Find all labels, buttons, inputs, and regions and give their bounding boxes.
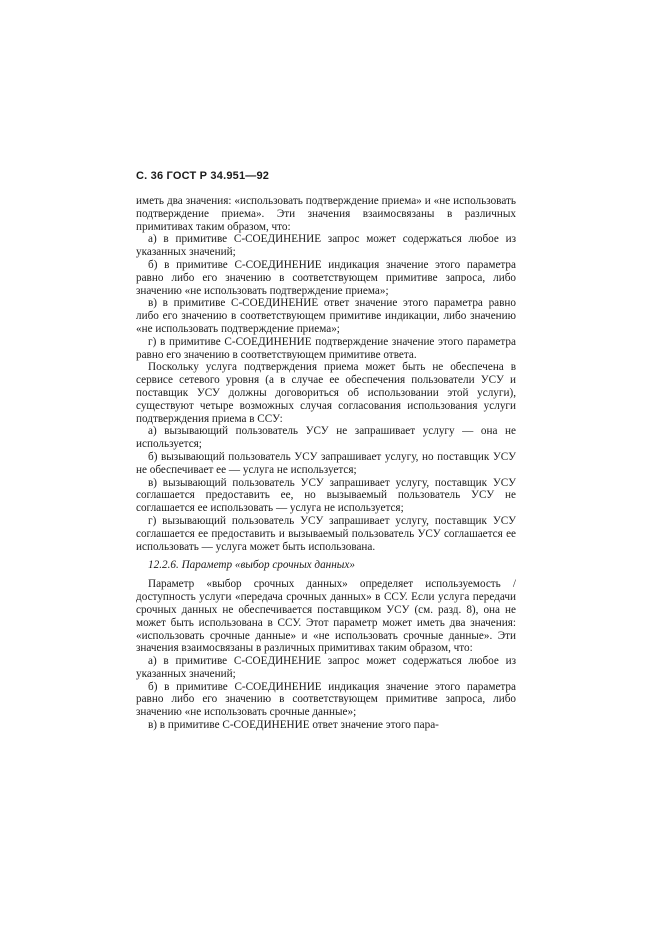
paragraph: Параметр «выбор срочных данных» определяет используемость /доступность услуги «передача срочных данных» в ССУ. Если услуга передачи срочных данных не обеспечивается поставщиком УСУ (см. разд. 8), она не может быть использована в ССУ. Этот параметр может иметь два значения: «использовать срочные данные» и «не использовать срочные данные». Эти значения взаимосвязаны в различных примитивах таким образом, что:	[136, 578, 516, 655]
paragraph: б) вызывающий пользователь УСУ запрашивает услугу, но поставщик УСУ не обеспечивает ее — услуга не используется;	[136, 450, 516, 476]
document-page	[136, 170, 516, 732]
paragraph: в) вызывающий пользователь УСУ запрашивает услугу, поставщик УСУ соглашается предоставить ее, но вызываемый пользователь УСУ не соглашается ее использовать — услуга не используется;	[136, 476, 516, 515]
body-text-part2	[136, 578, 516, 732]
paragraph: б) в примитиве С-СОЕДИНЕНИЕ индикация значение этого параметра равно либо его значению в соответствующем примитиве запроса, либо значению «не использовать подтверждение приема»;	[136, 258, 516, 297]
paragraph: г) в примитиве С-СОЕДИНЕНИЕ подтверждение значение этого параметра равно его значению в соответствующем примитиве ответа.	[136, 335, 516, 361]
paragraph: иметь два значения: «использовать подтверждение приема» и «не использовать подтверждение приема». Эти значения взаимосвязаны в различных примитивах таким образом, что:	[136, 195, 516, 233]
paragraph: в) в примитиве С-СОЕДИНЕНИЕ ответ значение этого пара-	[148, 719, 439, 732]
section-title: 12.2.6. Параметр «выбор срочных данных»	[148, 559, 355, 572]
paragraph: б) в примитиве С-СОЕДИНЕНИЕ индикация значение этого параметра равно либо его значению в соответствующем примитиве запроса, либо значению «не использовать срочные данные»;	[136, 680, 516, 719]
body-text-part1	[136, 195, 516, 553]
paragraph: в) в примитиве С-СОЕДИНЕНИЕ ответ значение этого параметра равно либо его значению в соответствующем примитиве индикации, либо значению «не использовать подтверждение приема»;	[136, 297, 516, 335]
paragraph: Поскольку услуга подтверждения приема может быть не обеспечена в сервисе сетевого уровня (а в случае ее обеспечения пользователи УСУ и поставщик УСУ должны договориться об использовании этой услуги), существуют четыре возможных случая согласования использования услуги подтверждения приема в ССУ:	[136, 361, 516, 425]
paragraph: а) в примитиве С-СОЕДИНЕНИЕ запрос может содержаться любое из указанных значений;	[136, 233, 516, 259]
paragraph: а) вызывающий пользователь УСУ не запрашивает услугу — она не используется;	[136, 425, 516, 451]
paragraph: г) вызывающий пользователь УСУ запрашивает услугу, поставщик УСУ соглашается ее предоставить и вызываемый пользователь УСУ соглашается ее использовать — услуга может быть использована.	[136, 514, 516, 553]
paragraph: а) в примитиве С-СОЕДИНЕНИЕ запрос может содержаться любое из указанных значений;	[136, 655, 516, 680]
page-header: С. 36 ГОСТ Р 34.951—92	[136, 170, 270, 182]
